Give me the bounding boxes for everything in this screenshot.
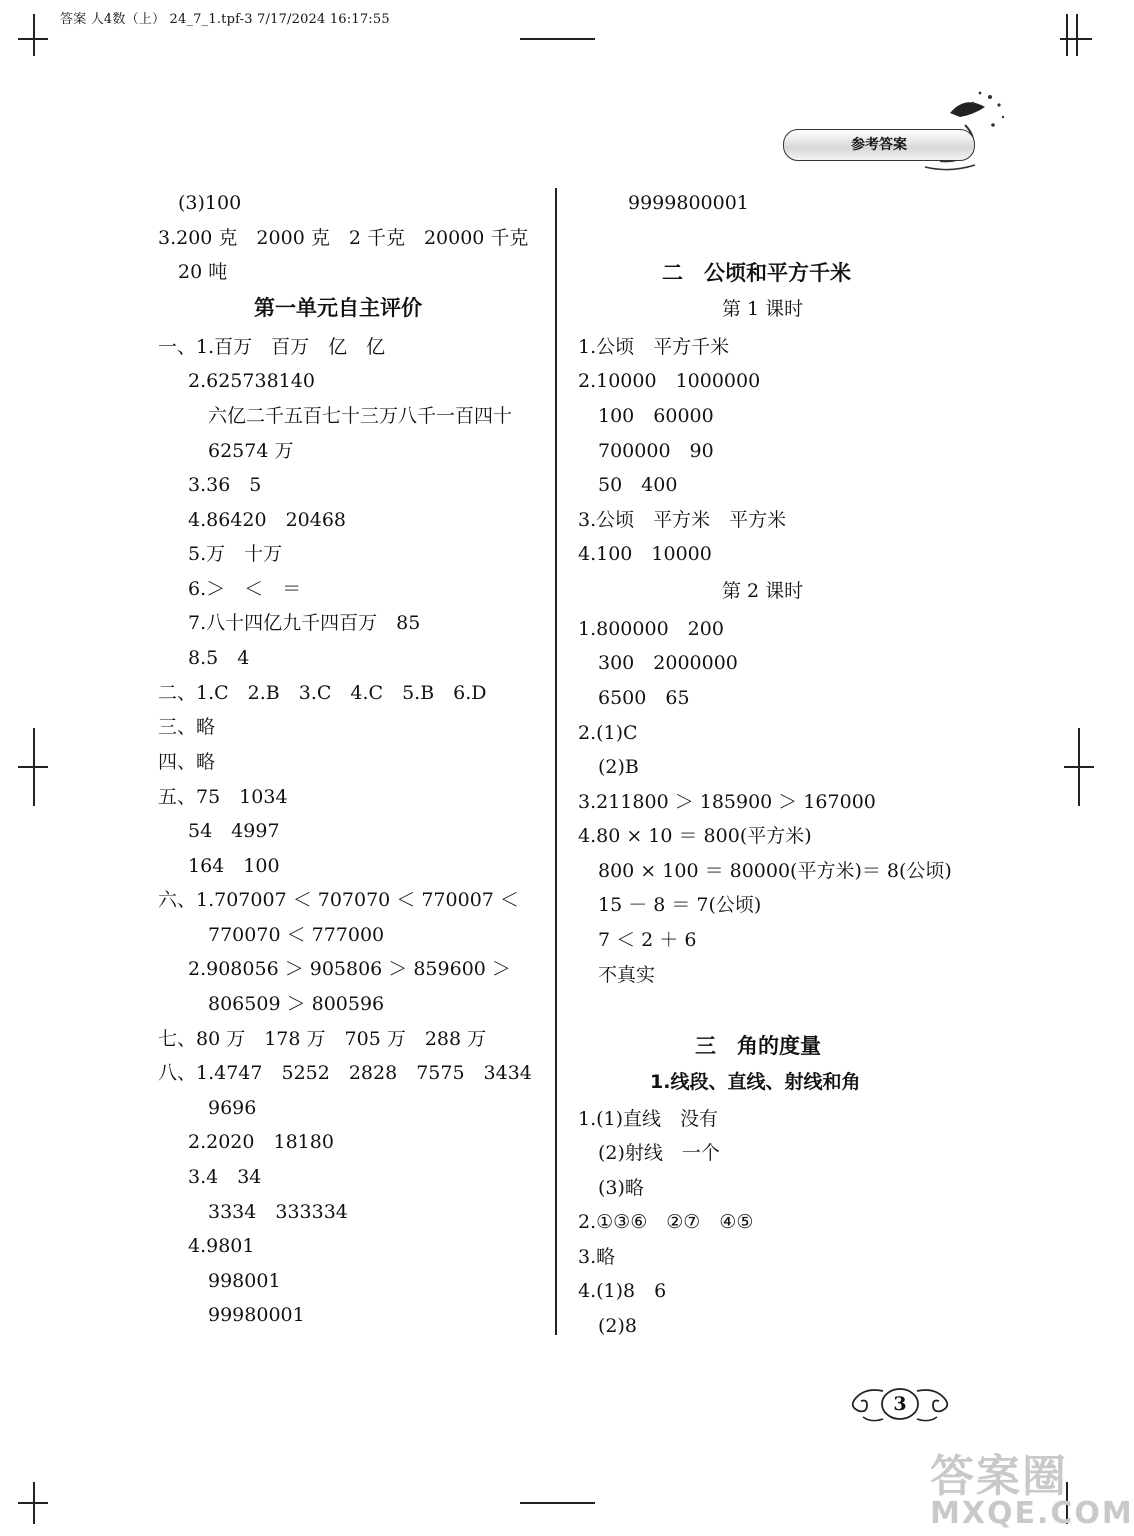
answer-line: 3.4 34 xyxy=(188,1166,262,1188)
answer-line: 4.(1)8 6 xyxy=(578,1280,667,1302)
answer-line: 3.36 5 xyxy=(188,474,262,496)
answer-line: 7.八十四亿九千四百万 85 xyxy=(188,612,421,634)
answer-line: 二、1.C 2.B 3.C 4.C 5.B 6.D xyxy=(158,682,487,704)
answer-line: 4.9801 xyxy=(188,1235,255,1257)
answer-line: 100 60000 xyxy=(598,405,714,427)
answer-line: 62574 万 xyxy=(208,440,294,462)
answer-line: 2.2020 18180 xyxy=(188,1131,334,1153)
answer-line: 1.800000 200 xyxy=(578,618,724,640)
page-number-badge xyxy=(845,1385,955,1425)
answer-line: 七、80 万 178 万 705 万 288 万 xyxy=(158,1028,487,1050)
crop-mark xyxy=(1076,14,1078,56)
crop-mark xyxy=(1066,14,1068,56)
answer-line: 6.＞ ＜ ＝ xyxy=(188,578,302,600)
lesson-heading: 第 2 课时 xyxy=(722,580,804,602)
column-divider xyxy=(555,188,557,1335)
answer-line: 5.万 十万 xyxy=(188,543,283,565)
watermark xyxy=(930,1440,1134,1531)
lesson-heading: 第 1 课时 xyxy=(722,298,804,320)
answer-line: 998001 xyxy=(208,1270,281,1292)
answer-line: 2.(1)C xyxy=(578,722,638,744)
answer-line: (3)略 xyxy=(598,1177,644,1199)
answer-line: (2)8 xyxy=(598,1315,638,1337)
crop-mark xyxy=(18,38,48,40)
answer-line: 3.200 克 2000 克 2 千克 20000 千克 xyxy=(158,227,529,249)
answer-line: (2)B xyxy=(598,756,639,778)
crop-mark xyxy=(520,38,595,40)
page-number: 3 xyxy=(893,1393,907,1415)
file-header: 答案 人4数（上） 24_7_1.tpf-3 7/17/2024 16:17:55 xyxy=(60,12,390,27)
chapter-heading: 二 公顷和平方千米 xyxy=(662,261,851,285)
answer-line: 9999800001 xyxy=(628,192,749,214)
answer-line: 99980001 xyxy=(208,1304,305,1326)
chapter-heading: 三 角的度量 xyxy=(695,1034,821,1058)
crop-mark xyxy=(18,766,48,768)
answer-line: 六亿二千五百七十三万八千一百四十 xyxy=(208,405,513,427)
answer-key-label: 参考答案 xyxy=(783,129,975,161)
answer-line: 四、略 xyxy=(158,751,216,773)
answer-line: 2.908056 ＞ 905806 ＞ 859600 ＞ xyxy=(188,958,511,980)
answer-line: 3.略 xyxy=(578,1246,616,1268)
answer-line: 八、1.4747 5252 2828 7575 3434 xyxy=(158,1062,532,1084)
answer-line: (2)射线 一个 xyxy=(598,1142,720,1164)
answer-line: 8.5 4 xyxy=(188,647,250,669)
answer-line: 3.公顷 平方米 平方米 xyxy=(578,509,787,531)
answer-line: 六、1.707007 ＜ 707070 ＜ 770007 ＜ xyxy=(158,889,519,911)
answer-line: 1.公顷 平方千米 xyxy=(578,336,730,358)
answer-line: 164 100 xyxy=(188,855,280,877)
crop-mark xyxy=(18,1502,48,1504)
answer-line: 2.10000 1000000 xyxy=(578,370,761,392)
answer-line: 6500 65 xyxy=(598,687,690,709)
crop-mark xyxy=(33,14,35,56)
lesson-heading: 1.线段、直线、射线和角 xyxy=(650,1071,861,1093)
answer-line: (3)100 xyxy=(178,192,242,214)
answer-line: 不真实 xyxy=(598,964,656,986)
crop-mark xyxy=(520,1502,595,1504)
answer-line: 50 400 xyxy=(598,474,678,496)
answer-line: 2.625738140 xyxy=(188,370,315,392)
answer-line: 700000 90 xyxy=(598,440,714,462)
watermark-url: MXQE.COM xyxy=(930,1496,1134,1531)
answer-line: 54 4997 xyxy=(188,820,280,842)
answer-line: 三、略 xyxy=(158,716,216,738)
answer-line: 800 × 100 ＝ 80000(平方米)＝ 8(公顷) xyxy=(598,860,952,882)
answer-line: 2.①③⑥ ②⑦ ④⑤ xyxy=(578,1211,754,1233)
watermark-chinese: 答案圈 xyxy=(930,1451,1068,1502)
section-heading: 第一单元自主评价 xyxy=(254,296,422,320)
answer-line: 五、75 1034 xyxy=(158,786,288,808)
answer-line: 4.80 × 10 ＝ 800(平方米) xyxy=(578,825,812,847)
header-badge xyxy=(775,85,1015,180)
answer-line: 806509 ＞ 800596 xyxy=(208,993,385,1015)
answer-line: 9696 xyxy=(208,1097,257,1119)
answer-line: 300 2000000 xyxy=(598,652,738,674)
answer-line: 1.(1)直线 没有 xyxy=(578,1108,719,1130)
answer-line: 4.100 10000 xyxy=(578,543,712,565)
answer-line: 一、1.百万 百万 亿 亿 xyxy=(158,336,386,358)
answer-line: 7 ＜ 2 ＋ 6 xyxy=(598,929,697,951)
answer-line: 15 － 8 ＝ 7(公顷) xyxy=(598,894,762,916)
answer-line: 20 吨 xyxy=(178,261,228,283)
answer-line: 4.86420 20468 xyxy=(188,509,347,531)
answer-line: 3334 333334 xyxy=(208,1201,348,1223)
crop-mark xyxy=(1060,38,1092,40)
answer-line: 3.211800 ＞ 185900 ＞ 167000 xyxy=(578,791,876,813)
answer-line: 770070 ＜ 777000 xyxy=(208,924,385,946)
crop-mark xyxy=(1064,766,1094,768)
